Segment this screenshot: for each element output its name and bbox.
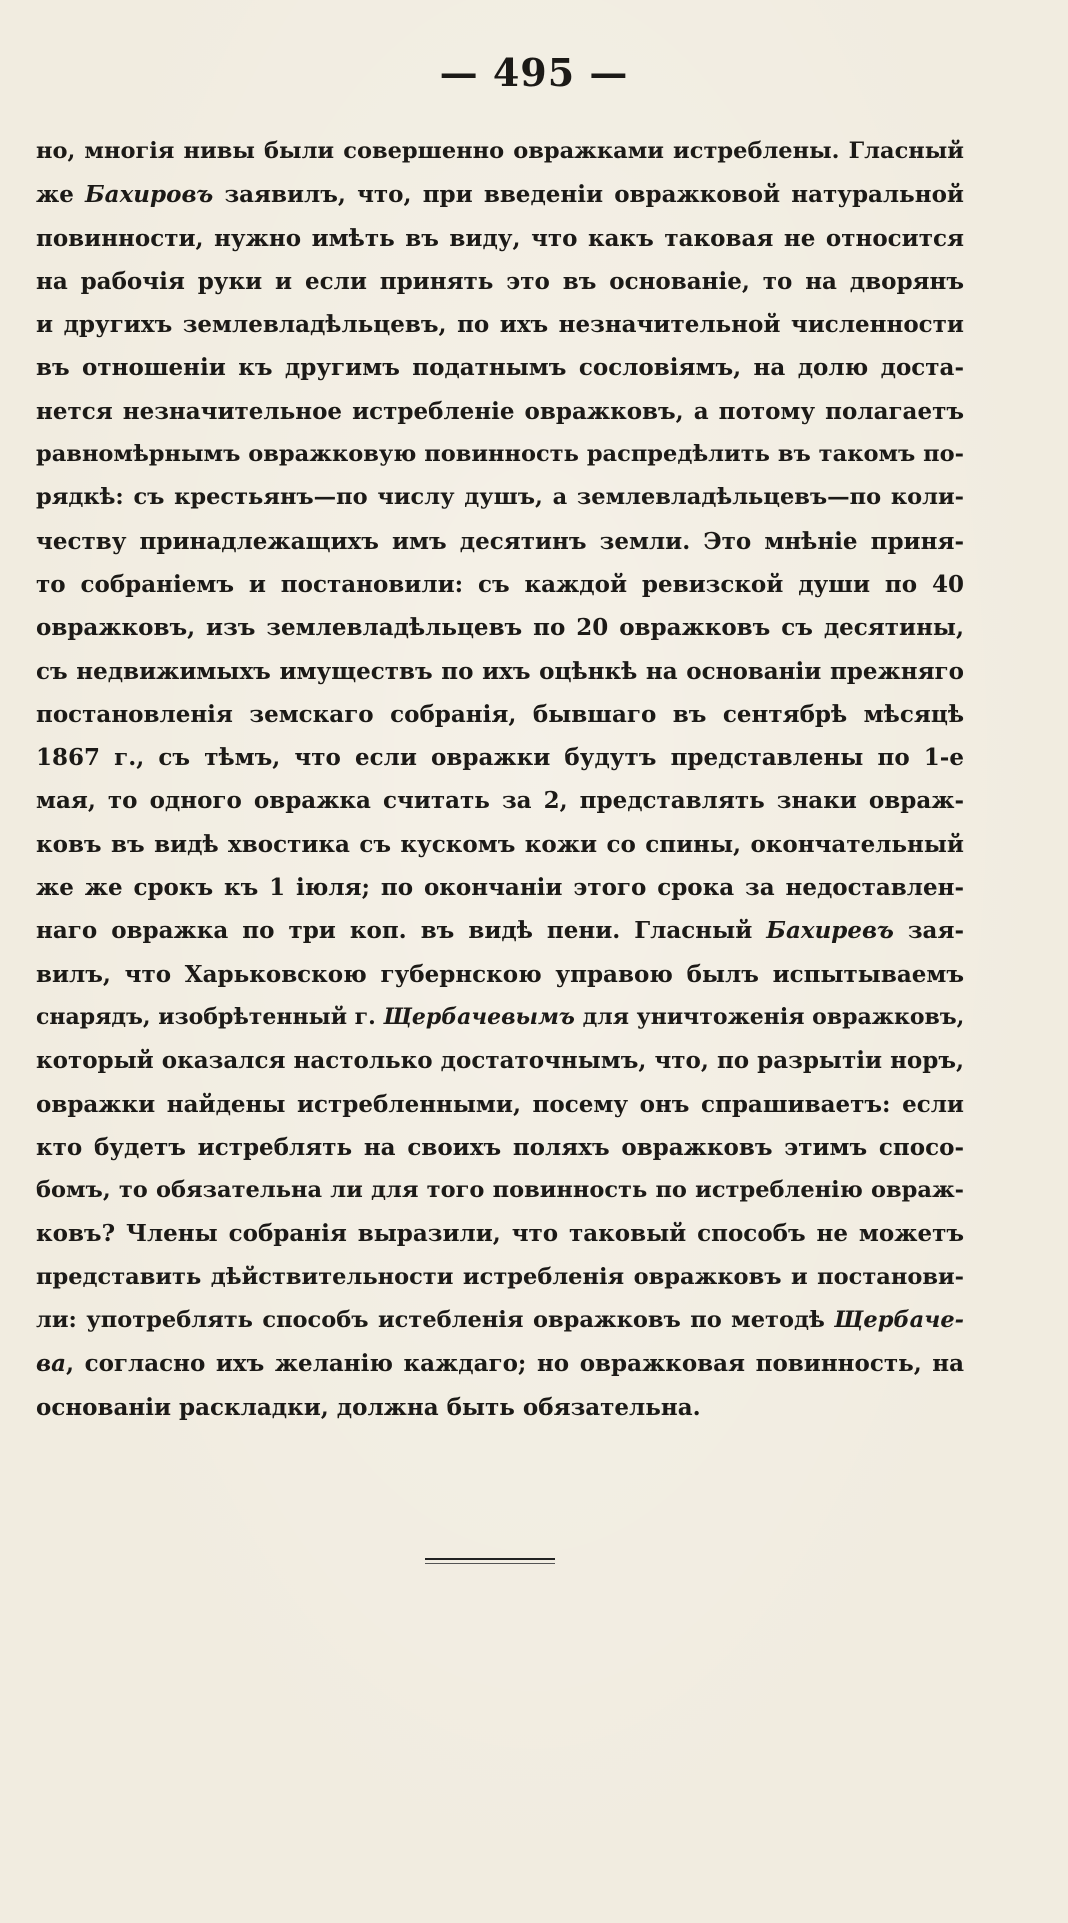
text-line <box>36 866 964 909</box>
text-segment: зая- <box>893 917 964 945</box>
text-segment: 1867 г., съ тѣмъ, что если овражки будутъ представлены по 1-е <box>36 744 964 772</box>
text-segment: который оказался настолько достаточнымъ, что, по разрытіи норъ, <box>36 1047 964 1075</box>
text-line <box>36 260 964 303</box>
italic-name: ва <box>36 1350 67 1378</box>
text-segment: равномѣрнымъ овражковую повинность распредѣлить въ такомъ по- <box>36 441 964 468</box>
text-line <box>36 173 964 216</box>
text-segment: ковъ? Члены собранія выразили, что таковый способъ не можетъ <box>36 1220 964 1248</box>
text-line <box>36 606 964 649</box>
text-segment: же же срокъ къ 1 іюля; по окончаніи этого срока за недоставлен- <box>36 874 964 902</box>
closing-rule <box>425 1558 555 1560</box>
italic-name: Щербачевымъ <box>383 1003 575 1030</box>
text-segment: въ отношеніи къ другимъ податнымъ сословіямъ, на долю доста- <box>36 354 964 382</box>
text-segment: съ недвижимыхъ имуществъ по ихъ оцѣнкѣ на основаніи прежняго <box>36 657 964 685</box>
text-segment: но, многія нивы были совершенно овражками истреблены. Гласный <box>36 138 964 164</box>
text-line <box>36 563 964 606</box>
page-number: — 495 — <box>439 50 629 95</box>
text-line <box>36 909 964 952</box>
text-segment: бомъ, то обязательна ли для того повинность по истребленію овраж- <box>36 1177 964 1204</box>
closing-rule-thin <box>425 1563 555 1564</box>
text-line <box>36 736 964 779</box>
text-segment: и другихъ землевладѣльцевъ, по ихъ незначительной численности <box>36 311 964 339</box>
text-line <box>36 433 964 476</box>
text-line <box>36 1083 964 1126</box>
text-segment: же <box>36 181 86 209</box>
italic-name: Щербаче- <box>834 1307 964 1334</box>
text-segment: ли: употреблять способъ истебленія овражковъ по методѣ <box>36 1307 835 1334</box>
text-segment: овражковъ, изъ землевладѣльцевъ по 20 овражковъ съ десятины, <box>36 614 964 642</box>
text-line <box>36 1212 964 1255</box>
text-segment: честву принадлежащихъ имъ десятинъ земли. Это мнѣніе приня- <box>36 527 964 555</box>
text-line <box>36 1386 964 1429</box>
text-segment: основаніи раскладки, должна быть обязательна. <box>36 1393 701 1421</box>
text-line <box>36 1126 964 1169</box>
text-segment: снарядъ, изобрѣтенный г. <box>36 1003 384 1030</box>
text-segment: заявилъ, что, при введеніи овражковой натуральной <box>213 181 964 209</box>
text-segment: нется незначительное истребленіе овражковъ, а потому полагаетъ <box>36 397 964 425</box>
text-line <box>36 779 964 822</box>
text-line <box>36 217 964 260</box>
text-line <box>36 1039 964 1082</box>
text-segment: мая, то одного овражка считать за 2, представлять знаки овраж- <box>36 787 964 815</box>
text-line <box>36 823 964 866</box>
text-line <box>36 1342 964 1385</box>
italic-name: Бахиревъ <box>766 917 894 945</box>
text-line <box>36 693 964 736</box>
text-segment: кто будетъ истреблять на своихъ поляхъ овражковъ этимъ спосо- <box>36 1133 964 1161</box>
text-segment: наго овражка по три коп. въ видѣ пени. Гласный <box>36 917 767 945</box>
text-segment: рядкѣ: съ крестьянъ—по числу душъ, а землевладѣльцевъ—по коли- <box>36 484 964 511</box>
text-line <box>36 953 964 996</box>
text-line <box>36 303 964 346</box>
text-line <box>36 1299 964 1342</box>
text-line <box>36 346 964 389</box>
text-segment: повинности, нужно имѣть въ виду, что какъ таковая не относится <box>36 224 964 252</box>
text-segment: постановленія земскаго собранія, бывшаго въ сентябрѣ мѣсяцѣ <box>36 700 964 728</box>
text-segment: ковъ въ видѣ хвостика съ кускомъ кожи со спины, окончательный <box>36 830 964 858</box>
text-line <box>36 650 964 693</box>
text-line <box>36 476 964 519</box>
text-line <box>36 390 964 433</box>
text-line <box>36 996 964 1039</box>
text-line <box>36 1256 964 1299</box>
italic-name: Бахировъ <box>85 181 214 209</box>
text-segment: для уничтоженія овражковъ, <box>574 1003 964 1030</box>
text-segment: то собраніемъ и постановили: съ каждой ревизской души по 40 <box>36 570 964 598</box>
text-line <box>36 130 964 173</box>
text-segment: на рабочія руки и если принять это въ основаніе, то на дворянъ <box>36 267 964 295</box>
text-line <box>36 520 964 563</box>
text-line <box>36 1169 964 1212</box>
text-segment: , согласно ихъ желанію каждаго; но овражковая повинность, на <box>66 1350 964 1378</box>
text-segment: овражки найдены истребленными, посему онъ спрашиваетъ: если <box>36 1090 964 1118</box>
text-segment: вилъ, что Харьковскою губернскою управою былъ испытываемъ <box>36 960 964 988</box>
body-text <box>36 130 964 1429</box>
text-segment: представить дѣйствительности истребленія овражковъ и постанови- <box>36 1263 964 1290</box>
